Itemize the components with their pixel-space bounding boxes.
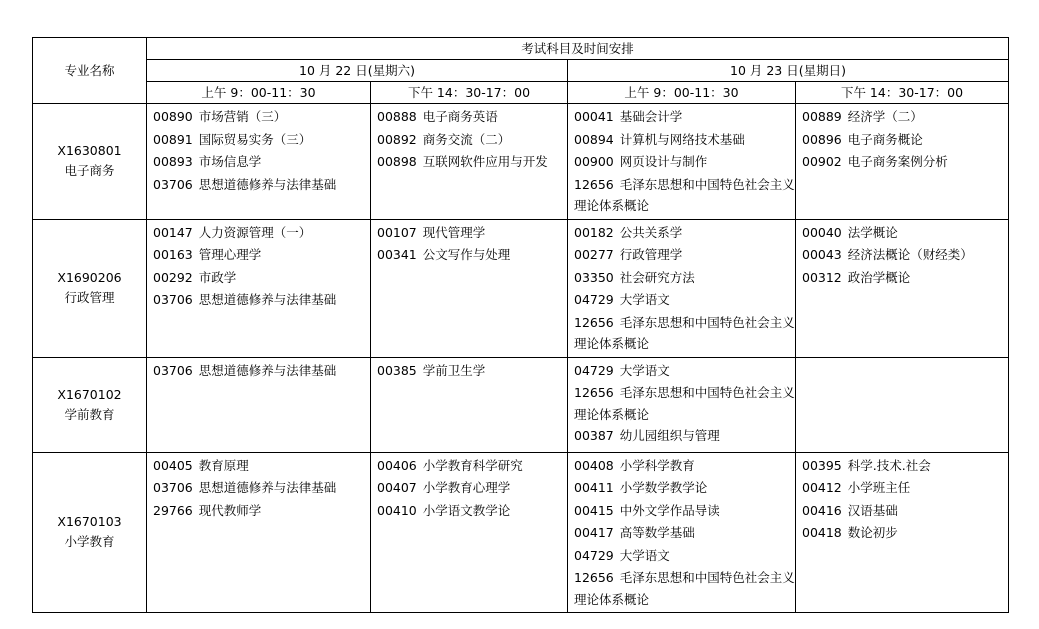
- course-name: 基础会计学: [619, 109, 683, 124]
- course-code: 29766: [153, 502, 193, 518]
- course-code: 03706: [153, 176, 193, 192]
- course-item: [574, 360, 795, 383]
- course-code: 04729: [574, 292, 614, 307]
- table-row: [33, 357, 1009, 452]
- course-item: [574, 244, 795, 267]
- course-name: 科学.技术.社会: [847, 457, 931, 473]
- course-code: 00418: [802, 525, 842, 540]
- course-name: 大学语文: [619, 547, 670, 563]
- course-code: 04729: [574, 547, 614, 563]
- course-name: 市场营销（三）: [198, 109, 287, 124]
- course-item: [153, 244, 370, 267]
- course-code: 00892: [377, 131, 417, 147]
- course-name: 思想道德修养与法律基础: [198, 362, 337, 378]
- course-code: 00277: [574, 247, 614, 262]
- session-cell: [568, 452, 796, 613]
- course-code: 00890: [153, 109, 193, 124]
- course-item: [153, 289, 370, 312]
- course-item: [574, 222, 795, 245]
- course-code: 03706: [153, 480, 193, 495]
- major-name: 学前教育: [64, 406, 115, 422]
- course-code: 00163: [153, 247, 193, 262]
- course-name: 毛泽东思想和中国特色社会主义理论体系概论: [574, 176, 795, 213]
- course-name: 毛泽东思想和中国特色社会主义理论体系概论: [574, 385, 795, 422]
- course-item: [377, 222, 567, 245]
- course-code: 00893: [153, 154, 193, 169]
- course-item: [153, 500, 370, 523]
- session-cell: [371, 357, 568, 452]
- course-item: [802, 106, 1008, 129]
- session-cell: [796, 219, 1009, 357]
- course-code: 00107: [377, 224, 417, 240]
- course-name: 计算机与网络技术基础: [619, 131, 745, 147]
- course-name: 电子商务案例分析: [847, 154, 948, 169]
- course-item: [574, 382, 795, 425]
- course-name: 经济法概论（财经类）: [847, 247, 973, 262]
- major-name: 电子商务: [64, 163, 115, 179]
- course-code: 00411: [574, 480, 614, 495]
- course-name: 电子商务英语: [422, 109, 498, 124]
- course-item: [802, 244, 1008, 267]
- course-name: 管理心理学: [198, 247, 262, 262]
- course-item: [574, 129, 795, 152]
- course-code: 00147: [153, 224, 193, 240]
- course-item: [153, 222, 370, 245]
- course-code: 00900: [574, 154, 614, 169]
- header-session-22-am: 上午 9：00-11：30: [147, 82, 371, 104]
- major-cell: [33, 104, 147, 220]
- course-name: 网页设计与制作: [619, 154, 708, 169]
- course-name: 行政管理学: [619, 247, 683, 262]
- course-name: 数论初步: [847, 525, 898, 540]
- course-code: 00041: [574, 109, 614, 124]
- course-item: [377, 151, 567, 174]
- major-code: X1630801: [57, 143, 122, 159]
- session-cell: [371, 104, 568, 220]
- course-code: 00415: [574, 502, 614, 518]
- session-cell: [796, 104, 1009, 220]
- course-code: 12656: [574, 385, 614, 400]
- session-cell: [568, 104, 796, 220]
- session-cell: [147, 104, 371, 220]
- course-code: 04729: [574, 362, 614, 378]
- major-name: 小学教育: [64, 534, 115, 550]
- course-item: [802, 222, 1008, 245]
- session-cell: [147, 357, 371, 452]
- course-item: [574, 500, 795, 523]
- course-item: [574, 522, 795, 545]
- course-code: 00888: [377, 109, 417, 124]
- session-cell: [796, 452, 1009, 613]
- course-item: [377, 129, 567, 152]
- course-item: [377, 500, 567, 523]
- course-name: 公文写作与处理: [422, 247, 511, 262]
- course-item: [802, 500, 1008, 523]
- course-name: 市政学: [198, 269, 237, 285]
- course-name: 社会研究方法: [619, 269, 695, 285]
- course-name: 幼儿园组织与管理: [619, 428, 720, 443]
- course-name: 现代管理学: [422, 224, 486, 240]
- course-name: 市场信息学: [198, 154, 262, 169]
- course-name: 商务交流（二）: [422, 131, 511, 147]
- course-item: [574, 174, 795, 217]
- course-name: 电子商务概论: [847, 131, 923, 147]
- course-code: 00416: [802, 502, 842, 518]
- major-cell: [33, 219, 147, 357]
- course-item: [153, 174, 370, 197]
- course-item: [574, 425, 795, 448]
- course-item: [377, 244, 567, 267]
- course-item: [802, 267, 1008, 290]
- session-cell: [371, 219, 568, 357]
- course-item: [377, 106, 567, 129]
- course-item: [377, 360, 567, 383]
- course-code: 00405: [153, 457, 193, 473]
- course-name: 国际贸易实务（三）: [198, 131, 312, 147]
- course-code: 03350: [574, 269, 614, 285]
- course-name: 学前卫生学: [422, 362, 486, 378]
- course-code: 00312: [802, 269, 842, 285]
- course-name: 法学概论: [847, 224, 898, 240]
- course-code: 12656: [574, 570, 614, 585]
- course-code: 00407: [377, 480, 417, 495]
- major-code: X1670103: [57, 514, 122, 530]
- header-session-23-pm: 下午 14：30-17：00: [796, 82, 1009, 104]
- course-name: 公共关系学: [619, 224, 683, 240]
- course-code: 00896: [802, 131, 842, 147]
- course-name: 小学教育科学研究: [422, 457, 523, 473]
- header-session-23-am: 上午 9：00-11：30: [568, 82, 796, 104]
- major-cell: [33, 357, 147, 452]
- header-major-name: 专业名称: [33, 38, 147, 104]
- course-item: [574, 106, 795, 129]
- course-code: 00182: [574, 224, 614, 240]
- course-code: 00387: [574, 428, 614, 443]
- course-name: 中外文学作品导读: [619, 502, 720, 518]
- course-code: 00341: [377, 247, 417, 262]
- course-name: 思想道德修养与法律基础: [198, 176, 337, 192]
- course-item: [377, 477, 567, 500]
- course-item: [153, 267, 370, 290]
- course-name: 毛泽东思想和中国特色社会主义理论体系概论: [574, 314, 795, 351]
- session-cell: [568, 357, 796, 452]
- header-session-22-pm: 下午 14：30-17：00: [371, 82, 568, 104]
- course-name: 思想道德修养与法律基础: [198, 480, 337, 495]
- course-item: [574, 312, 795, 355]
- header-exam-title: 考试科目及时间安排: [147, 38, 1009, 60]
- course-item: [153, 455, 370, 478]
- course-name: 教育原理: [198, 457, 249, 473]
- course-code: 00408: [574, 457, 614, 473]
- course-code: 00902: [802, 154, 842, 169]
- course-name: 思想道德修养与法律基础: [198, 292, 337, 307]
- course-code: 03706: [153, 292, 193, 307]
- table-row: [33, 219, 1009, 357]
- course-item: [153, 106, 370, 129]
- table-row: [33, 452, 1009, 613]
- course-name: 汉语基础: [847, 502, 898, 518]
- course-item: [802, 129, 1008, 152]
- major-code: X1690206: [57, 270, 122, 285]
- course-item: [153, 129, 370, 152]
- course-name: 小学班主任: [847, 480, 911, 495]
- schedule-body: [33, 104, 1009, 613]
- course-name: 小学数学教学论: [619, 480, 708, 495]
- course-code: 03706: [153, 362, 193, 378]
- course-item: [574, 545, 795, 568]
- course-code: 00385: [377, 362, 417, 378]
- course-code: 12656: [574, 314, 614, 330]
- major-name: 行政管理: [64, 290, 115, 305]
- course-name: 政治学概论: [847, 269, 911, 285]
- course-name: 人力资源管理（一）: [198, 224, 312, 240]
- course-name: 经济学（二）: [847, 109, 923, 124]
- session-cell: [796, 357, 1009, 452]
- header-day-oct22: 10 月 22 日(星期六): [147, 60, 568, 82]
- course-item: [802, 455, 1008, 478]
- session-cell: [371, 452, 568, 613]
- course-name: 高等数学基础: [619, 525, 695, 540]
- course-code: 00043: [802, 247, 842, 262]
- course-name: 互联网软件应用与开发: [422, 154, 548, 169]
- course-name: 现代教师学: [198, 502, 262, 518]
- course-name: 大学语文: [619, 292, 670, 307]
- course-item: [802, 477, 1008, 500]
- course-code: 12656: [574, 176, 614, 192]
- course-code: 00898: [377, 154, 417, 169]
- course-name: 小学教育心理学: [422, 480, 511, 495]
- table-row: [33, 104, 1009, 220]
- course-name: 毛泽东思想和中国特色社会主义理论体系概论: [574, 570, 795, 607]
- course-code: 00406: [377, 457, 417, 473]
- course-code: 00395: [802, 457, 842, 473]
- exam-schedule-table: [32, 37, 1009, 613]
- course-name: 小学科学教育: [619, 457, 695, 473]
- major-cell: [33, 452, 147, 613]
- course-code: 00889: [802, 109, 842, 124]
- course-item: [377, 455, 567, 478]
- course-item: [802, 151, 1008, 174]
- major-code: X1670102: [57, 386, 122, 402]
- course-item: [574, 289, 795, 312]
- course-code: 00894: [574, 131, 614, 147]
- course-item: [574, 567, 795, 610]
- course-item: [153, 360, 370, 383]
- course-item: [574, 267, 795, 290]
- session-cell: [147, 219, 371, 357]
- course-item: [574, 151, 795, 174]
- session-cell: [147, 452, 371, 613]
- course-name: 小学语文教学论: [422, 502, 511, 518]
- session-cell: [568, 219, 796, 357]
- course-code: 00292: [153, 269, 193, 285]
- course-code: 00410: [377, 502, 417, 518]
- course-code: 00891: [153, 131, 193, 147]
- course-code: 00417: [574, 525, 614, 540]
- course-item: [802, 522, 1008, 545]
- course-code: 00040: [802, 224, 842, 240]
- header-day-oct23: 10 月 23 日(星期日): [568, 60, 1009, 82]
- course-item: [574, 477, 795, 500]
- course-code: 00412: [802, 480, 842, 495]
- course-item: [153, 477, 370, 500]
- course-name: 大学语文: [619, 362, 670, 378]
- course-item: [153, 151, 370, 174]
- course-item: [574, 455, 795, 478]
